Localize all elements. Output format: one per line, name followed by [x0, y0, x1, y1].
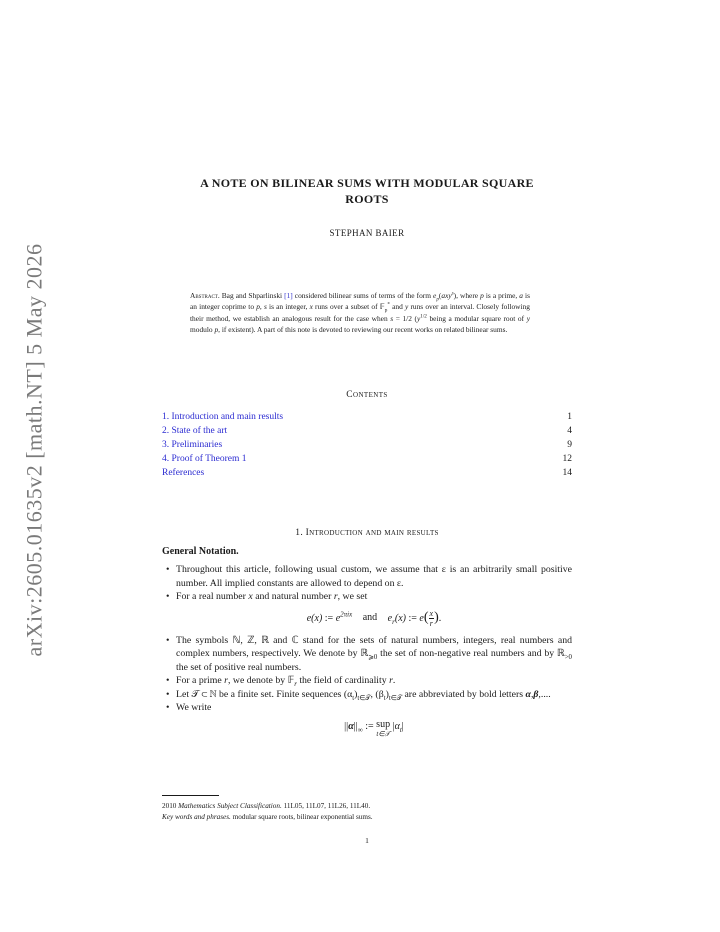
notation-list — [162, 563, 572, 745]
toc-entry-label[interactable]: 1. Introduction and main results — [162, 412, 284, 422]
general-notation-heading: General Notation. — [162, 546, 239, 557]
title-line-1: A NOTE ON BILINEAR SUMS WITH MODULAR SQUARE — [200, 176, 534, 190]
bullet-text: , we set — [337, 591, 368, 602]
msc-codes: 11L05, 11L07, 11L26, 11L40. — [283, 802, 371, 810]
abstract-block: Abstract. Bag and Shparlinski [1] considered bilinear sums of terms of the form $e_p(axy^s)$, where p is a prime, a is an integer coprime to p, s is an integer, x runs over a subset of 𝔽$_p$* and y runs over an interval. Closely following their method, we establish an analogous result for the case when s = 1/2 ($y^{1/2}$ being a modular square root of y modulo p, if existent). A part of this note is devoted to reviewing our recent works on related bilinear sums. — [190, 290, 530, 335]
list-item — [162, 563, 572, 590]
toc-entry-page: 12 — [562, 454, 572, 464]
toc-entry-state-of-art[interactable] — [162, 424, 572, 438]
toc-entry-label[interactable]: References — [162, 468, 205, 478]
bullet-text-epsilon: Throughout this article, following usual custom, we assume that ε is an arbitrarily small positive number. All implied constants are allowed to depend on ε. — [176, 564, 572, 589]
toc-entry-preliminaries[interactable] — [162, 438, 572, 452]
bullet-text: are abbreviated by bold letters — [404, 688, 524, 700]
bullet-text: , we denote by 𝔽 — [228, 675, 295, 686]
bullet-text: Let 𝒯 ⊂ ℕ be a finite set. Finite sequences (α — [176, 688, 353, 700]
abstract-text-6: is an integer, — [269, 302, 308, 312]
equation-sup-norm: $||\alpha||_\infty$ := sup t∈𝒯 $|\alpha_t|$ — [344, 718, 404, 738]
abstract-text-5: is an integer coprime to — [190, 291, 530, 312]
abstract-text-11: modulo — [190, 325, 213, 335]
arxiv-identifier: arXiv:2605.01635v2 [math.NT] 5 May 2026 — [21, 243, 46, 657]
toc-entry-introduction[interactable] — [162, 410, 572, 424]
keywords-footnote — [162, 812, 572, 823]
toc-entry-label[interactable]: 2. State of the art — [162, 426, 228, 436]
footnote-divider — [162, 795, 219, 796]
bullet-text: the set of non-negative real numbers and by ℝ — [380, 648, 565, 659]
abstract-text-12: , if existent). A part of this note is devoted to reviewing our recent works on related bilinear sums. — [218, 325, 508, 335]
bullet-text: We write — [176, 702, 212, 713]
toc-entry-references[interactable] — [162, 466, 572, 480]
abstract-text-10: being a modular square root of — [429, 313, 525, 323]
toc-entry-page: 1 — [567, 412, 572, 422]
author-name: STEPHAN BAIER — [329, 228, 405, 238]
bullet-text: , (β — [370, 688, 384, 700]
contents-heading: Contents — [346, 390, 388, 400]
list-item: • For a prime r, we denote by 𝔽$_r$ the field of cardinality r. — [162, 674, 572, 688]
toc-entry-label[interactable]: 3. Preliminaries — [162, 440, 223, 450]
list-item — [162, 701, 572, 739]
toc-entry-proof[interactable] — [162, 452, 572, 466]
table-of-contents — [162, 410, 572, 480]
arxiv-sidebar-stamp — [18, 190, 50, 710]
bullet-text: the set of positive real numbers. — [176, 661, 302, 673]
bullet-text: ,.... — [538, 688, 551, 700]
toc-entry-page: 14 — [562, 468, 572, 478]
abstract-label: Abstract. — [190, 291, 220, 300]
keywords-text: modular square roots, bilinear exponential sums. — [232, 812, 373, 821]
bullet-text: For a prime — [176, 675, 222, 686]
list-item: • The symbols ℕ, ℤ, ℝ and ℂ stand for the sets of natural numbers, integers, real numbers and complex numbers, respectively. We denote by ℝ$_{⩾0}$ the set of non-negative real numbers and by ℝ$_{>0}$ the set of positive real numbers. — [162, 634, 572, 675]
equation-and: and — [362, 612, 378, 624]
bullet-text: and natural number — [255, 591, 332, 602]
abstract-text-4: is a prime, — [485, 291, 518, 300]
toc-entry-page: 9 — [567, 440, 572, 450]
list-item: • For a real number x and natural number r, we set e(x) := $e^{2\pi ix}$ and $e_r(x)$ := e( $\frac{x}{r}$ ). — [162, 590, 572, 628]
page-number: 1 — [365, 836, 369, 845]
abstract-text-3: , where — [456, 291, 479, 300]
bullet-text: The symbols ℕ, ℤ, ℝ and ℂ stand for the sets of natural numbers, integers, real numbers and complex numbers, respectively. We denote by ℝ — [176, 634, 572, 659]
list-item: • Let 𝒯 ⊂ ℕ be a finite set. Finite sequences $(\alpha_t)_{t\in 𝒯}$, $(\beta_t)_{t\in 𝒯}$ are abbreviated by bold letters α,β,.... — [162, 688, 572, 702]
keywords-label: Key words and phrases. — [162, 812, 231, 821]
abstract-text-1: Bag and Shparlinski — [221, 291, 283, 300]
abstract-text-8: and — [392, 302, 403, 312]
citation-link-1[interactable]: [1] — [284, 291, 293, 300]
bullet-text: the field of cardinality — [299, 675, 387, 686]
toc-entry-label[interactable]: 4. Proof of Theorem 1 — [162, 454, 247, 464]
abstract-text-9: runs over an interval. Closely following their method, we establish an analogous result for the case when — [190, 302, 530, 323]
equation-exponential: e(x) := $e^{2\pi ix}$ and $e_r(x)$ := e( $\frac{x}{r}$ ). — [306, 608, 442, 628]
title-line-2: ROOTS — [345, 192, 389, 206]
footnotes — [162, 801, 572, 822]
msc-footnote — [162, 801, 572, 812]
abstract-text-2: considered bilinear sums of terms of the form — [294, 291, 431, 300]
bullet-text: For a real number — [176, 591, 246, 602]
msc-label: Mathematics Subject Classification. — [178, 802, 282, 810]
section-1-heading: 1. Introduction and main results — [295, 528, 439, 538]
paper-title — [162, 175, 572, 207]
abstract-text-7: runs over a subset of — [315, 302, 378, 312]
msc-year: 2010 — [162, 802, 177, 810]
toc-entry-page: 4 — [567, 426, 572, 436]
